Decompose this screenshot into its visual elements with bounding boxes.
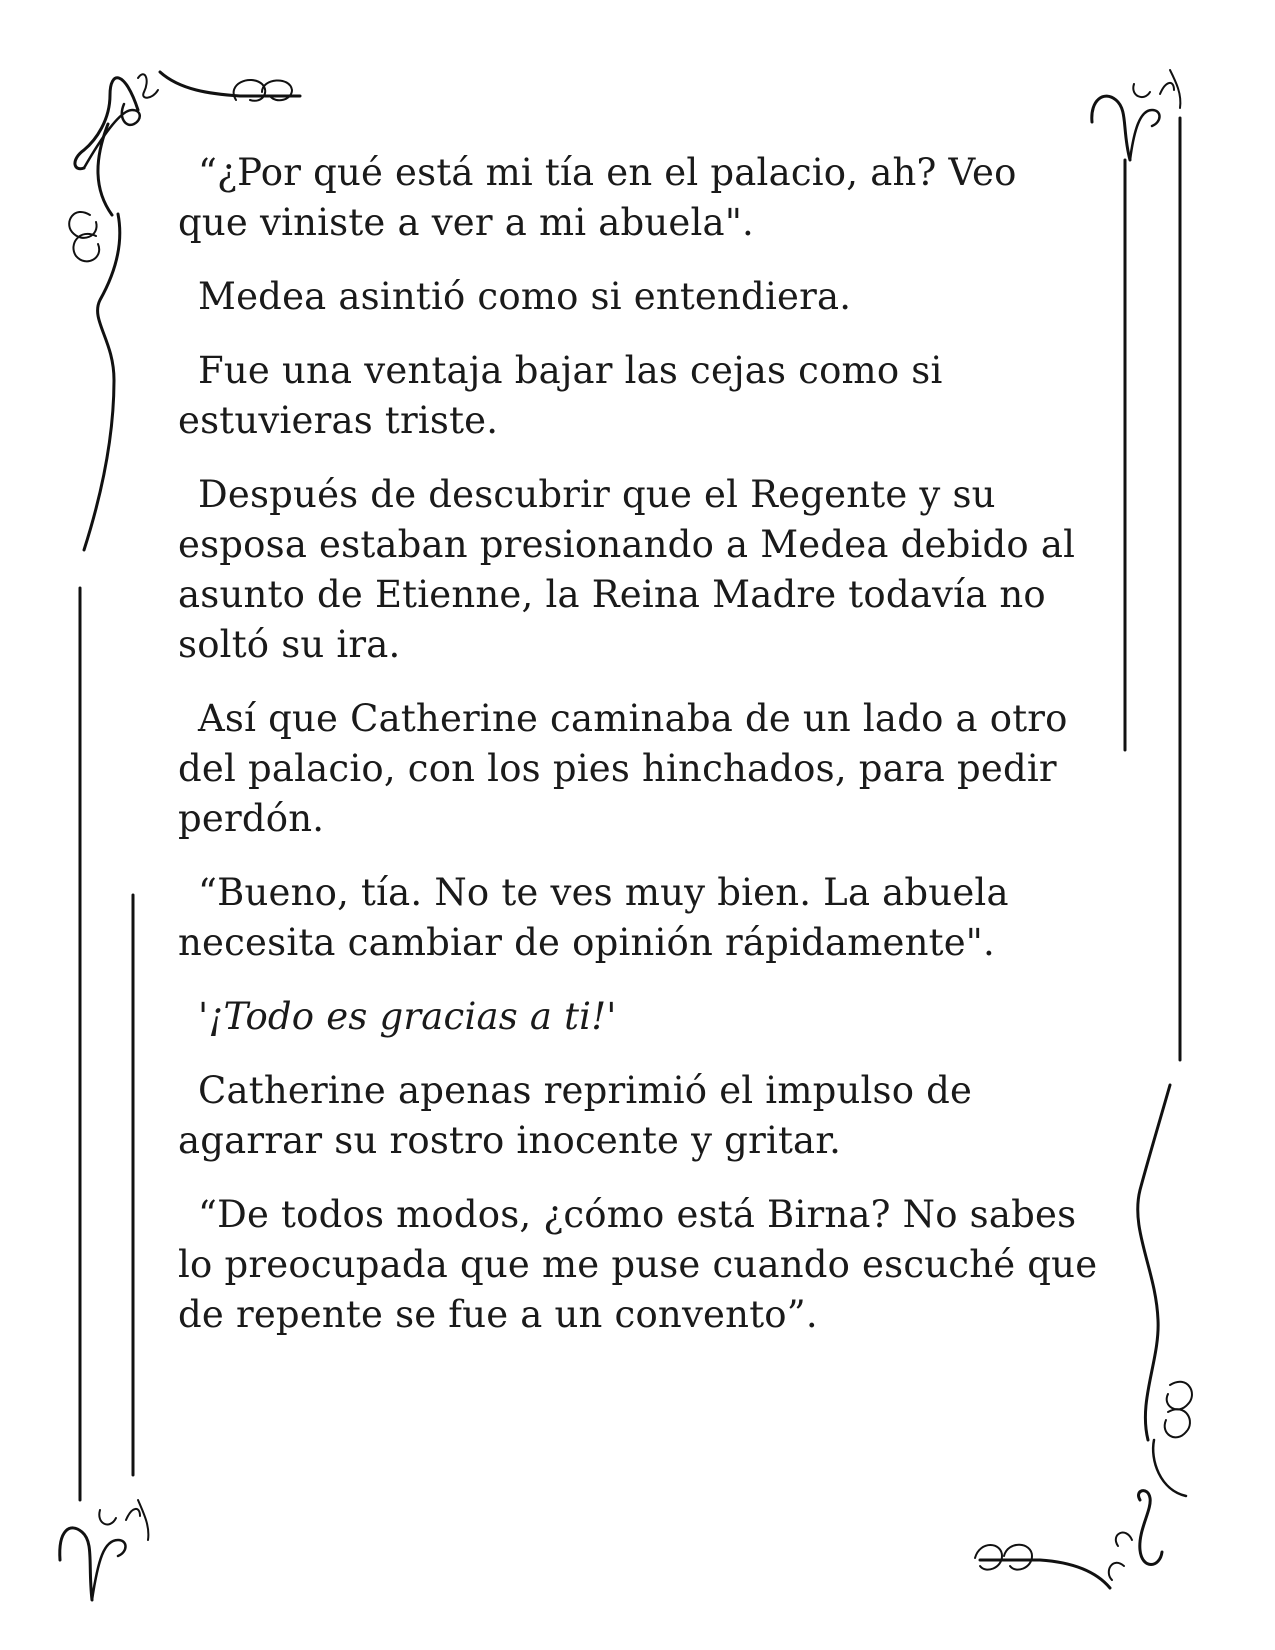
paragraph-8: Catherine apenas reprimió el impulso de agarrar su rostro inocente y gritar.: [178, 1069, 973, 1162]
paragraph-5: Así que Catherine caminaba de un lado a otro del palacio, con los pies hinchados, para pedir perdón.: [178, 697, 1068, 840]
paragraph-4: Después de descubrir que el Regente y su esposa estaban presionando a Medea debido al asunto de Etienne, la Reina Madre todavía no soltó su ira.: [178, 473, 1076, 666]
story-text: [178, 148, 1098, 1364]
paragraph-3: Fue una ventaja bajar las cejas como si estuvieras triste.: [178, 349, 943, 442]
border-line-right: [1125, 118, 1180, 1060]
flourish-bottom-left: [60, 1500, 149, 1600]
paragraph-9: “De todos modos, ¿cómo está Birna? No sabes lo preocupada que me puse cuando escuché que de repente se fue a un convento”.: [178, 1193, 1098, 1336]
paragraph-7-thought: '¡Todo es gracias a ti!': [198, 995, 617, 1038]
paragraph-2: Medea asintió como si entendiera.: [198, 275, 852, 318]
paragraph-1: “¿Por qué está mi tía en el palacio, ah? Veo que viniste a ver a mi abuela".: [178, 151, 1017, 244]
flourish-top-right: [1092, 70, 1181, 160]
border-line-left: [80, 588, 133, 1500]
paragraph-6: “Bueno, tía. No te ves muy bien. La abuela necesita cambiar de opinión rápidamente".: [178, 871, 1009, 964]
